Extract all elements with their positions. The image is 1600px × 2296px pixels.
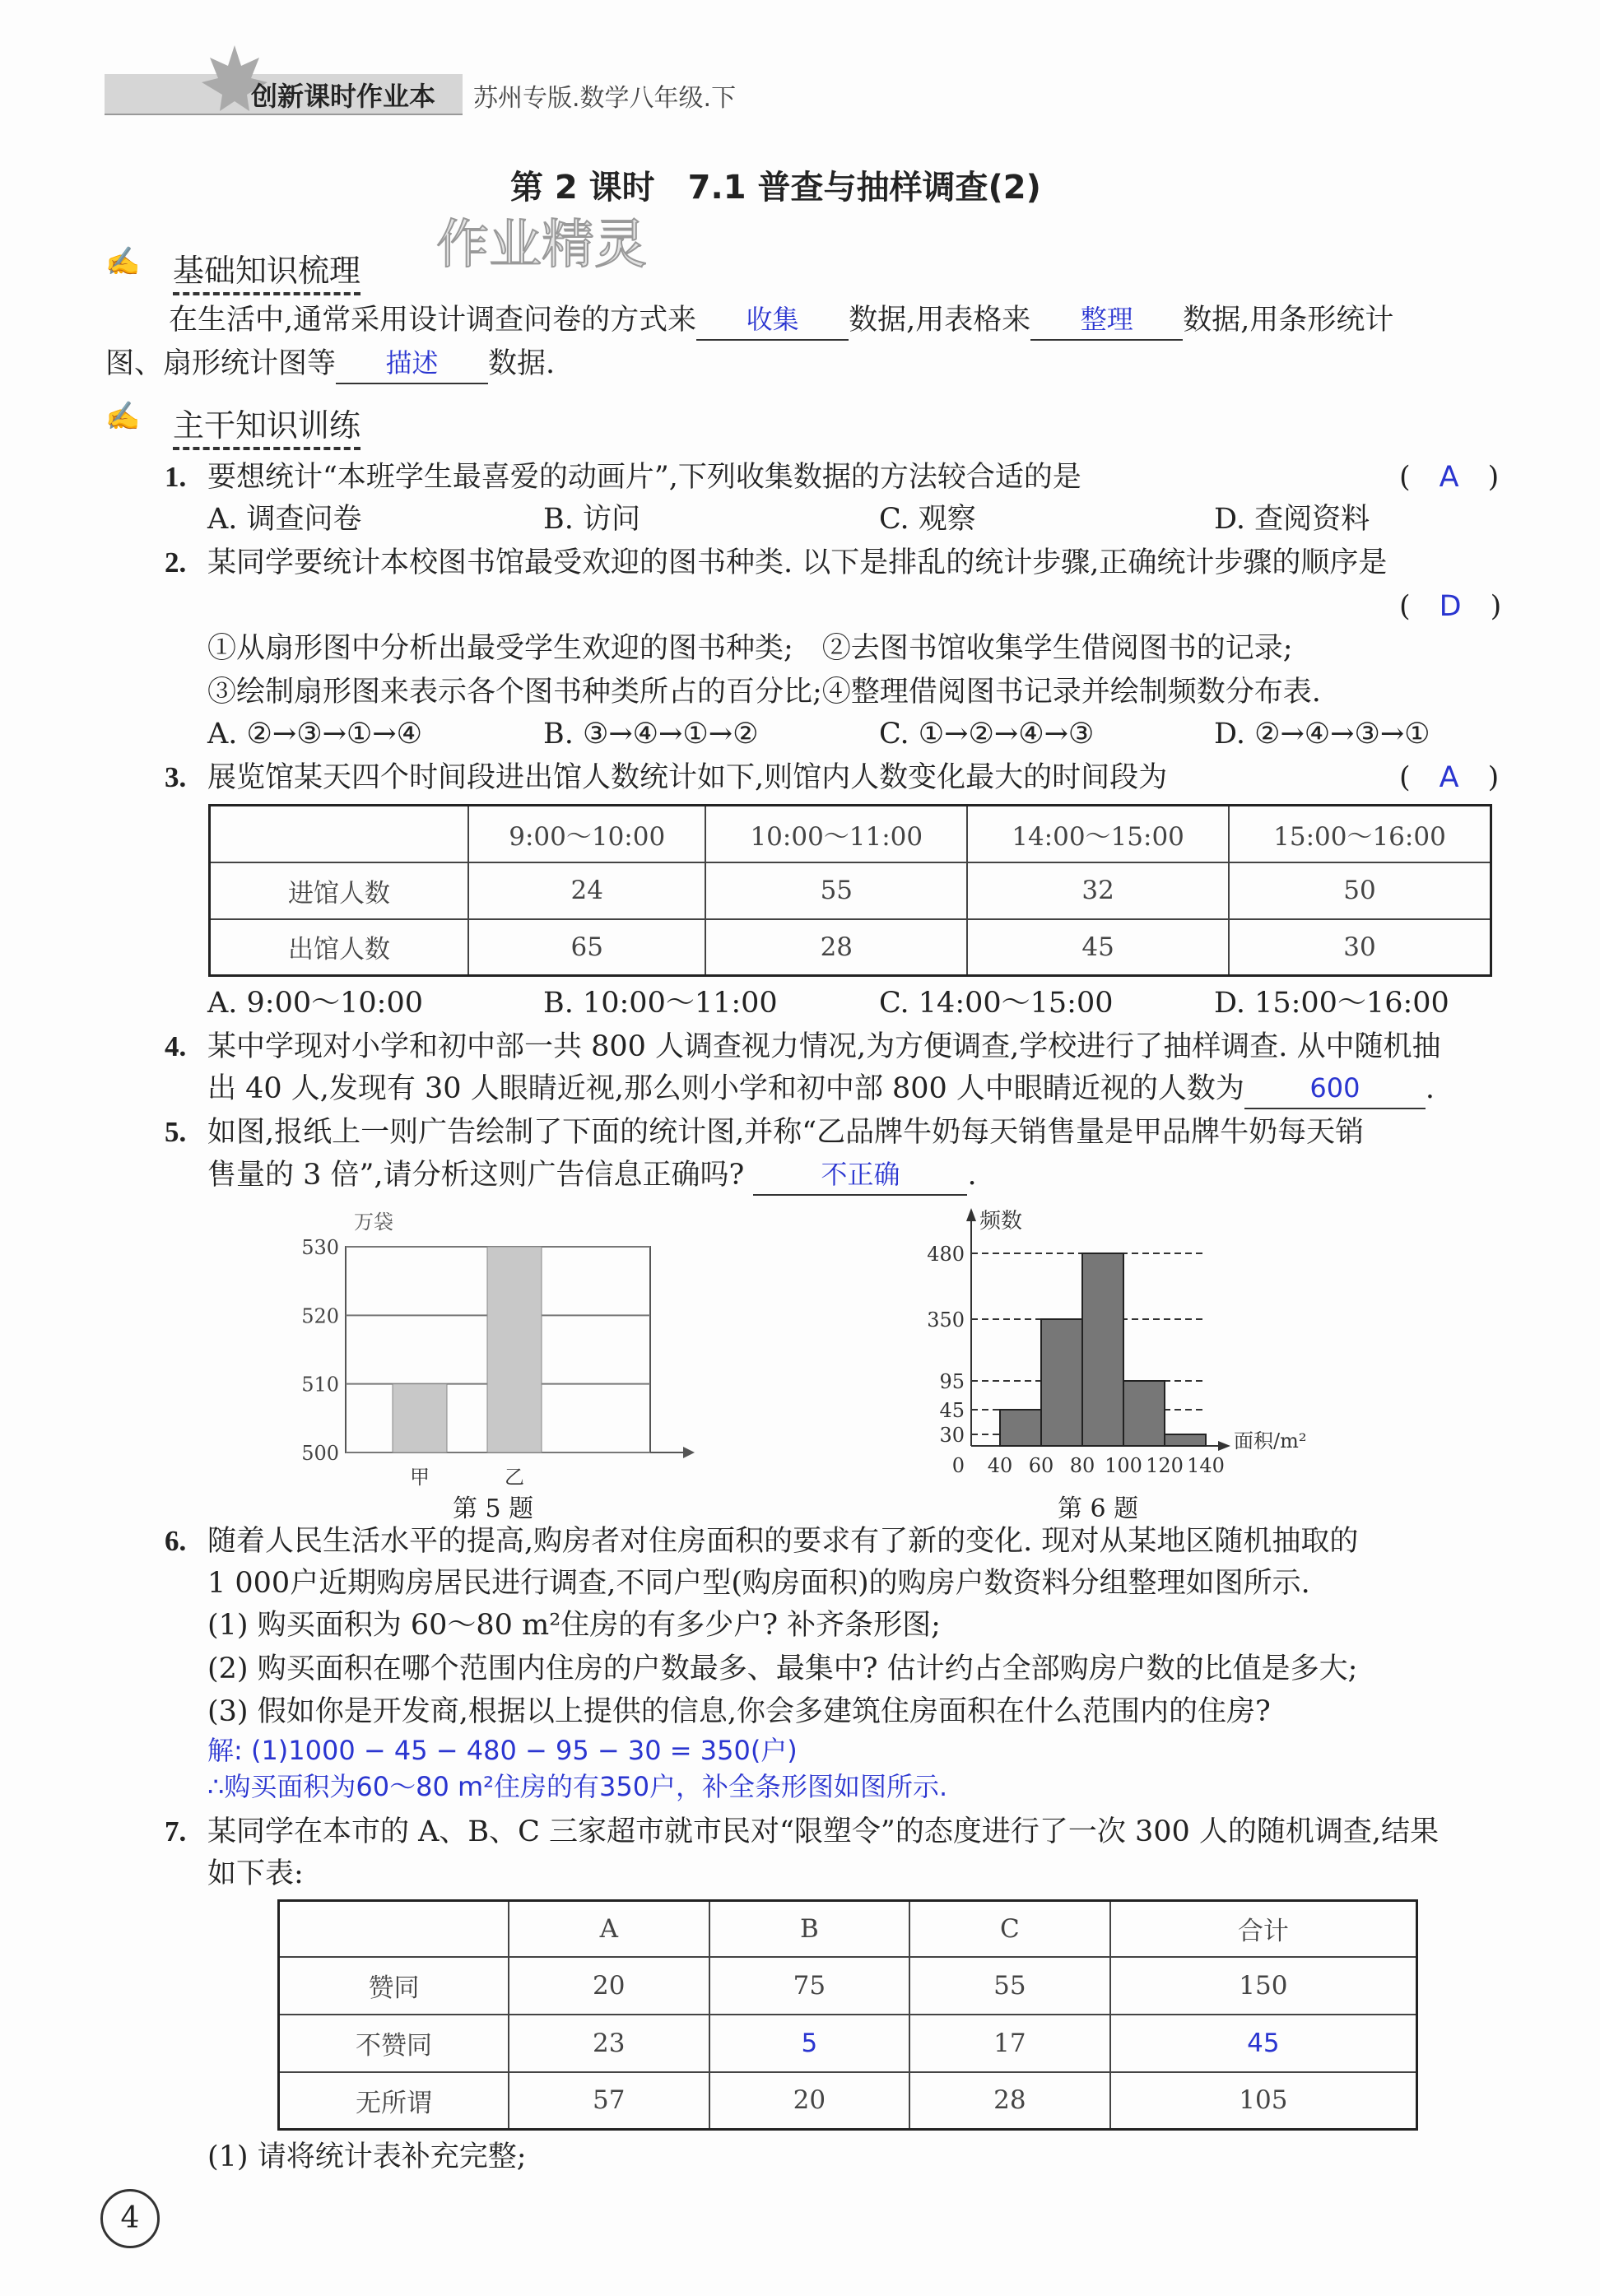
table-row: [279, 1957, 1417, 2015]
q6-histogram: [905, 1201, 1350, 1490]
q7-line-1: 某同学在本市的 A、B、C 三家超市就市民对“限塑令”的态度进行了一次 300 人的随机调查,结果: [207, 1815, 1439, 1848]
q1-option-c: C. 观察: [879, 503, 976, 536]
y-tick-label: 30: [939, 1424, 965, 1447]
x-tick-label: 100: [1105, 1454, 1142, 1477]
histogram-bar: [1082, 1253, 1123, 1446]
q3-option-c: C. 14:00～15:00: [879, 987, 1114, 1020]
q6-line-2: 1 000户近期购房居民进行调查,不同户型(购房面积)的购房户数资料分组整理如图所示.: [207, 1567, 1310, 1600]
table-cell-answer[interactable]: 45: [1110, 2015, 1417, 2072]
page-number: 4: [100, 2189, 160, 2248]
q3-option-a: A. 9:00～10:00: [207, 987, 423, 1020]
q4-answer-blank[interactable]: 600: [1244, 1071, 1426, 1109]
q2-option-d: D. ②→④→③→①: [1214, 718, 1430, 751]
y-tick-label: 0: [951, 1454, 965, 1477]
question-number: 1.: [165, 461, 187, 493]
x-axis-arrow-icon: [683, 1447, 695, 1458]
q6-sub-3: (3) 假如你是开发商,根据以上提供的信息,你会多建筑住房面积在什么范围内的住房?: [207, 1695, 1271, 1728]
x-tick-label: 140: [1187, 1454, 1225, 1477]
table-row: [279, 2015, 1417, 2072]
q1-answer[interactable]: A: [1439, 461, 1459, 494]
section-heading-basics: 基础知识梳理: [173, 245, 360, 295]
q5-caption: 第 5 题: [453, 1494, 534, 1523]
table-cell: 17: [909, 2015, 1110, 2072]
q3-option-d: D. 15:00～16:00: [1214, 987, 1449, 1020]
histogram-bar: [1000, 1410, 1041, 1446]
q2-steps-2: ③绘制扇形图来表示各个图书种类所占的百分比;④整理借阅图书记录并绘制频数分布表.: [207, 676, 1321, 709]
answer-blank-2[interactable]: 整理: [1030, 303, 1183, 341]
table-header: 14:00～15:00: [967, 806, 1229, 862]
bar: [487, 1247, 542, 1452]
y-tick-label: 510: [301, 1373, 339, 1397]
bar: [393, 1384, 447, 1452]
table-cell: 28: [909, 2072, 1110, 2130]
table-cell: 30: [1229, 919, 1491, 976]
q5-line-2: 售量的 3 倍”,请分析这则广告信息正确吗? 不正确 .: [207, 1155, 977, 1196]
q1-number: [165, 457, 186, 498]
table-header: 合计: [1110, 1901, 1417, 1957]
text: 出 40 人,发现有 30 人眼睛近视,那么则小学和初中部 800 人中眼睛近视的人数为: [207, 1072, 1244, 1105]
fill-line-1: [169, 300, 1393, 341]
text: 售量的 3 倍”,请分析这则广告信息正确吗?: [207, 1159, 745, 1192]
table-row: [210, 862, 1491, 919]
q6-sub-2: (2) 购买面积在哪个范围内住房的户数最多、最集中? 估计约占全部购房户数的比值是多大;: [207, 1652, 1358, 1685]
q7-table: [277, 1899, 1418, 2131]
x-tick-label: 40: [987, 1454, 1013, 1477]
question-number: 4.: [165, 1030, 187, 1062]
text: 数据.: [488, 347, 556, 380]
q2-option-b: B. ③→④→①→②: [543, 718, 759, 751]
q3-table: [208, 804, 1492, 977]
answer-blank-3[interactable]: 描述: [336, 346, 488, 384]
table-cell: 105: [1110, 2072, 1417, 2130]
table-cell: 赞同: [279, 1957, 509, 2015]
table-cell: 24: [468, 862, 705, 919]
table-row: [210, 919, 1491, 976]
table-row: [279, 2072, 1417, 2130]
q5-answer-blank[interactable]: 不正确: [753, 1158, 967, 1196]
q1-text: 要想统计“本班学生最喜爱的动画片”,下列收集数据的方法较合适的是: [207, 461, 1081, 494]
table-header: 15:00～16:00: [1229, 806, 1491, 862]
table-header: 10:00～11:00: [705, 806, 967, 862]
table-cell: 150: [1110, 1957, 1417, 2015]
table-cell: 23: [509, 2015, 709, 2072]
table-cell-answer[interactable]: 5: [709, 2015, 910, 2072]
table-cell: 20: [709, 2072, 910, 2130]
q6-caption: 第 6 题: [1058, 1494, 1139, 1523]
y-tick-label: 520: [301, 1304, 339, 1328]
q7-line-2: 如下表:: [207, 1857, 304, 1890]
table-cell: 55: [705, 862, 967, 919]
question-number: 3.: [165, 761, 187, 793]
x-tick-label: 80: [1069, 1454, 1095, 1477]
y-tick-label: 45: [939, 1399, 965, 1422]
fill-line-2: [105, 343, 555, 384]
text: 图、扇形统计图等: [105, 347, 337, 380]
y-tick-label: 480: [927, 1243, 965, 1266]
q3-answer[interactable]: A: [1439, 761, 1459, 794]
table-cell: 75: [709, 1957, 910, 2015]
series-title: 创新课时作业本: [251, 81, 436, 112]
x-axis-label: 面积/m²: [1234, 1429, 1307, 1452]
x-tick-label: 乙: [505, 1466, 524, 1489]
table-header: [210, 806, 469, 862]
table-header: A: [509, 1901, 709, 1957]
q2-option-c: C. ①→②→④→③: [879, 718, 1095, 751]
q1-option-d: D. 查阅资料: [1214, 503, 1370, 536]
q1-option-a: A. 调查问卷: [207, 503, 362, 536]
answer-blank-1[interactable]: 收集: [696, 303, 849, 341]
question-number: 2.: [165, 546, 187, 579]
q2-text: 某同学要统计本校图书馆最受欢迎的图书种类. 以下是排乱的统计步骤,正确统计步骤的顺序是: [207, 546, 1388, 579]
histogram-bar: [1041, 1319, 1082, 1446]
edition-label: 苏州专版.数学八年级.下: [473, 84, 737, 113]
q2-option-a: A. ②→③→①→④: [207, 718, 423, 751]
question-number: 6.: [165, 1525, 187, 1557]
q3-answer-bracket: ( A ): [1399, 761, 1500, 794]
text: 数据,用表格来: [849, 304, 1031, 337]
y-tick-label: 500: [301, 1442, 339, 1465]
table-cell: 20: [509, 1957, 709, 2015]
table-cell: 28: [705, 919, 967, 976]
y-tick-label: 95: [939, 1370, 965, 1393]
table-cell: 不赞同: [279, 2015, 509, 2072]
table-cell: 50: [1229, 862, 1491, 919]
q6-sub-1: (1) 购买面积为 60～80 m²住房的有多少户? 补齐条形图;: [207, 1609, 941, 1642]
histogram-bar: [1123, 1381, 1165, 1446]
q6-solution-1: 解: (1)1000 − 45 − 480 − 95 − 30 = 350(户): [207, 1735, 798, 1766]
q4-line-1: 某中学现对小学和初中部一共 800 人调查视力情况,为方便调查,学校进行了抽样调查. 从中随机抽: [207, 1030, 1441, 1063]
table-cell: 进馆人数: [210, 862, 469, 919]
question-number: 5.: [165, 1116, 187, 1148]
q6-line-1: 随着人民生活水平的提高,购房者对住房面积的要求有了新的变化. 现对从某地区随机抽取的: [207, 1525, 1359, 1558]
q2-answer[interactable]: D: [1439, 590, 1462, 623]
table-header: [279, 1901, 509, 1957]
q5-bar-chart: [280, 1201, 708, 1490]
q4-line-2: 出 40 人,发现有 30 人眼睛近视,那么则小学和初中部 800 人中眼睛近视的人数为 600 .: [207, 1068, 1435, 1109]
table-cell: 65: [468, 919, 705, 976]
table-cell: 45: [967, 919, 1229, 976]
table-cell: 32: [967, 862, 1229, 919]
table-cell: 无所谓: [279, 2072, 509, 2130]
q5-line-1: 如图,报纸上一则广告绘制了下面的统计图,并称“乙品牌牛奶每天销售量是甲品牌牛奶每天销: [207, 1116, 1365, 1149]
table-header: B: [709, 1901, 910, 1957]
q3-option-b: B. 10:00～11:00: [543, 987, 778, 1020]
y-axis-arrow-icon: [966, 1208, 976, 1221]
q2-steps-1: ①从扇形图中分析出最受学生欢迎的图书种类; ②去图书馆收集学生借阅图书的记录;: [207, 632, 1293, 665]
text: 数据,用条形统计: [1183, 304, 1394, 337]
x-tick-label: 60: [1028, 1454, 1054, 1477]
table-cell: 57: [509, 2072, 709, 2130]
table-header: 9:00～10:00: [468, 806, 705, 862]
q7-sub-1: (1) 请将统计表补充完整;: [207, 2140, 527, 2173]
y-axis-label: 频数: [979, 1209, 1023, 1234]
section-icon: ✍: [105, 245, 141, 278]
q2-answer-bracket: ( D ): [1399, 590, 1502, 623]
histogram-bar: [1165, 1434, 1206, 1446]
section-icon: ✍: [105, 400, 141, 433]
x-axis-arrow-icon: [1218, 1441, 1230, 1451]
text: 在生活中,通常采用设计调查问卷的方式来: [169, 304, 697, 337]
table-header: C: [909, 1901, 1110, 1957]
watermark: 作业精灵: [436, 215, 647, 276]
q6-solution-2: ∴购买面积为60～80 m²住房的有350户，补全条形图如图所示.: [207, 1771, 948, 1802]
page-title: 第 2 课时 7.1 普查与抽样调查(2): [510, 169, 1041, 207]
question-number: 7.: [165, 1815, 187, 1847]
table-cell: 55: [909, 1957, 1110, 2015]
q1-answer-bracket: ( A ): [1399, 461, 1500, 494]
x-tick-label: 120: [1146, 1454, 1184, 1477]
section-heading-training: 主干知识训练: [173, 400, 360, 450]
q1-option-b: B. 访问: [543, 503, 640, 536]
q3-text: 展览馆某天四个时间段进出馆人数统计如下,则馆内人数变化最大的时间段为: [207, 761, 1168, 794]
table-cell: 出馆人数: [210, 919, 469, 976]
y-tick-label: 350: [927, 1308, 965, 1332]
y-tick-label: 530: [301, 1236, 339, 1259]
x-tick-label: 甲: [410, 1466, 430, 1489]
y-axis-label: 万袋: [354, 1211, 393, 1234]
